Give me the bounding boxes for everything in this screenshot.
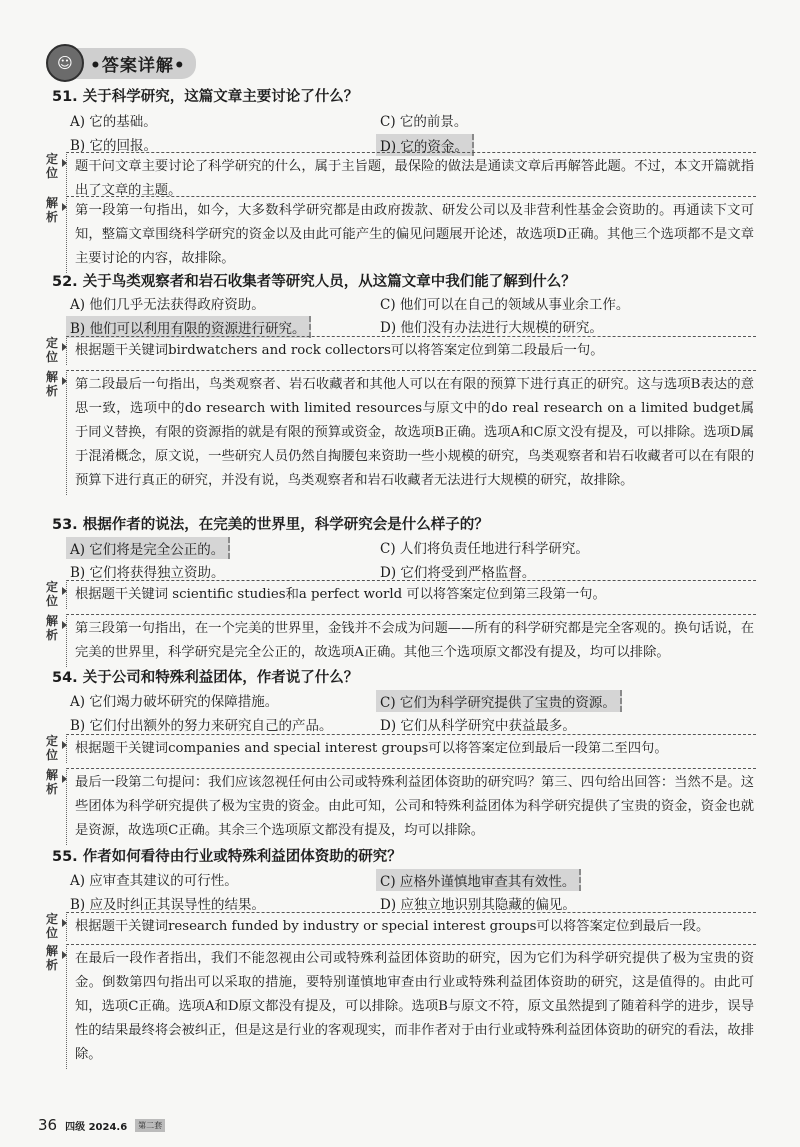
set-label: 第二套: [135, 1119, 165, 1132]
page-number: 36: [38, 1116, 58, 1134]
question-52: 52. 关于鸟类观察者和岩石收集者等研究人员，从这篇文章中我们能了解到什么？: [52, 274, 576, 290]
q54-analysis-text: 最后一段第二句提问：我们应该忽视任何由公司或特殊利益团体资助的研究吗？第三、四句给出回答：当然不是。这些团体为科学研究提供了极为宝贵的资金。由此可知，公司和特殊利益团体为科学研究提供了宝贵的资金，资金也就是资源，故选项C正确。其余三个选项原文都没有提及，均可以排除。: [66, 768, 756, 845]
q53-locate: [46, 580, 756, 608]
q53-analysis-text: 第三段第一句指出，在一个完美的世界里，金钱并不会成为问题——所有的科学研究都是完全客观的。换句话说，在完美的世界里，科学研究是完全公正的，故选项A正确。其他三个选项原文都没有提及，均可以排除。: [66, 614, 756, 667]
q54-option-a: A) 它们竭力破坏研究的保障措施。: [70, 694, 279, 710]
q55-locate-text: 根据题干关键词research funded by industry or special interest groups可以将答案定位到最后一段。: [66, 912, 756, 941]
q52-analysis-text: 第二段最后一句指出，鸟类观察者、岩石收藏者和其他人可以在有限的预算下进行真正的研究。这与选项B表达的意思一致，选项中的do research with limited resources与原文中的do real research on a limited budget属于同义替换，有限的资源指的就是有限的预算或资金，故选项B正确。选项A和C原文没有提及，可以排除。选项D属于混淆概念，原文说，一些研究人员仍然自掏腰包来资助一些小规模的研究，鸟类观察者和岩石收藏者可以在有限的预算下进行真正的研究，并没有说，鸟类观察者和岩石收藏者无法进行大规模的研究，故排除。: [66, 370, 756, 495]
q52-option-c: C) 他们可以在自己的领域从事业余工作。: [380, 297, 630, 313]
issue-label: 四级 2024.6: [65, 1121, 128, 1133]
q52-option-a: A) 他们几乎无法获得政府资助。: [70, 297, 265, 313]
q55-option-b: B) 应及时纠正其误导性的结果。: [70, 897, 265, 913]
section-title: •答案详解•: [72, 48, 196, 79]
analysis-label: 解析: [46, 614, 59, 642]
question-55: 55. 作者如何看待由行业或特殊利益团体资助的研究？: [52, 849, 402, 865]
q55-locate: [46, 912, 756, 940]
q52-locate: [46, 336, 756, 364]
q54-locate: [46, 734, 756, 762]
q52-option-b-answer: B) 他们可以利用有限的资源进行研究。: [66, 316, 311, 338]
q55-option-c-answer: C) 应格外谨慎地审查其有效性。: [376, 869, 581, 891]
q54-locate-text: 根据题干关键词companies and special interest groups可以将答案定位到最后一段第二至四句。: [66, 734, 756, 763]
analysis-label: 解析: [46, 768, 59, 796]
section-badge: [46, 44, 196, 82]
q51-locate: [46, 152, 756, 198]
page-footer: [38, 1116, 165, 1134]
question-53: 53. 根据作者的说法，在完美的世界里，科学研究会是什么样子的？: [52, 517, 489, 533]
q55-option-d: D) 应独立地识别其隐藏的偏见。: [380, 897, 576, 913]
q51-analysis-text: 第一段第一句指出，如今，大多数科学研究都是由政府拨款、研发公司以及非营利性基金会资助的。再通读下文可知，整篇文章围绕科学研究的资金以及由此可能产生的偏见问题展开论述，故选项D正确。其他三个选项都不是文章主要讨论的内容，故排除。: [66, 196, 756, 273]
q53-analysis: [46, 614, 756, 666]
q51-option-a: A) 它的基础。: [70, 114, 157, 130]
q51-option-b: B) 它的回报。: [70, 138, 157, 154]
q53-option-d: D) 它们将受到严格监督。: [380, 565, 536, 581]
q51-option-c: C) 它的前景。: [380, 114, 468, 130]
q53-locate-text: 根据题干关键词 scientific studies和a perfect world 可以将答案定位到第三段第一句。: [66, 580, 756, 609]
q52-locate-text: 根据题干关键词birdwatchers and rock collectors可以将答案定位到第二段最后一句。: [66, 336, 756, 365]
q55-analysis: [46, 944, 756, 1094]
locate-label: 定位: [46, 336, 59, 364]
q54-analysis: [46, 768, 756, 844]
question-51: 51. 关于科学研究，这篇文章主要讨论了什么？: [52, 89, 359, 105]
q53-option-a-answer: A) 它们将是完全公正的。: [66, 537, 230, 559]
locate-label: 定位: [46, 734, 59, 762]
q51-analysis: [46, 196, 756, 268]
smiley-icon: ☺: [46, 44, 84, 82]
analysis-label: 解析: [46, 370, 59, 398]
q51-locate-text: 题干问文章主要讨论了科学研究的什么，属于主旨题，最保险的做法是通读文章后再解答此题。不过，本文开篇就指出了文章的主题。: [66, 152, 756, 205]
analysis-label: 解析: [46, 944, 59, 972]
q52-analysis: [46, 370, 756, 510]
locate-label: 定位: [46, 580, 59, 608]
question-54: 54. 关于公司和特殊利益团体，作者说了什么？: [52, 670, 359, 686]
analysis-label: 解析: [46, 196, 59, 224]
q54-option-c-answer: C) 它们为科学研究提供了宝贵的资源。: [376, 690, 622, 712]
q53-option-c: C) 人们将负责任地进行科学研究。: [380, 541, 589, 557]
q55-analysis-text: 在最后一段作者指出，我们不能忽视由公司或特殊利益团体资助的研究，因为它们为科学研究提供了极为宝贵的资金。倒数第四句指出可以采取的措施，要特别谨慎地审查由行业或特殊利益团体资助的研究，这是值得的。由此可知，选项C正确。选项A和D原文都没有提及，可以排除。选项B与原文不符，原文虽然提到了随着科学的进步，误导性的结果最终将会被纠正，但是这是行业的客观现实，而非作者对于由行业或特殊利益团体资助的研究的看法，故排除。: [66, 944, 756, 1069]
q55-option-a: A) 应审查其建议的可行性。: [70, 873, 238, 889]
locate-label: 定位: [46, 152, 59, 180]
q54-option-b: B) 它们付出额外的努力来研究自己的产品。: [70, 718, 333, 734]
q53-option-b: B) 它们将获得独立资助。: [70, 565, 225, 581]
q52-option-d: D) 他们没有办法进行大规模的研究。: [380, 320, 603, 336]
q51-option-d-answer: D) 它的资金。: [376, 134, 474, 156]
q54-option-d: D) 它们从科学研究中获益最多。: [380, 718, 576, 734]
locate-label: 定位: [46, 912, 59, 940]
